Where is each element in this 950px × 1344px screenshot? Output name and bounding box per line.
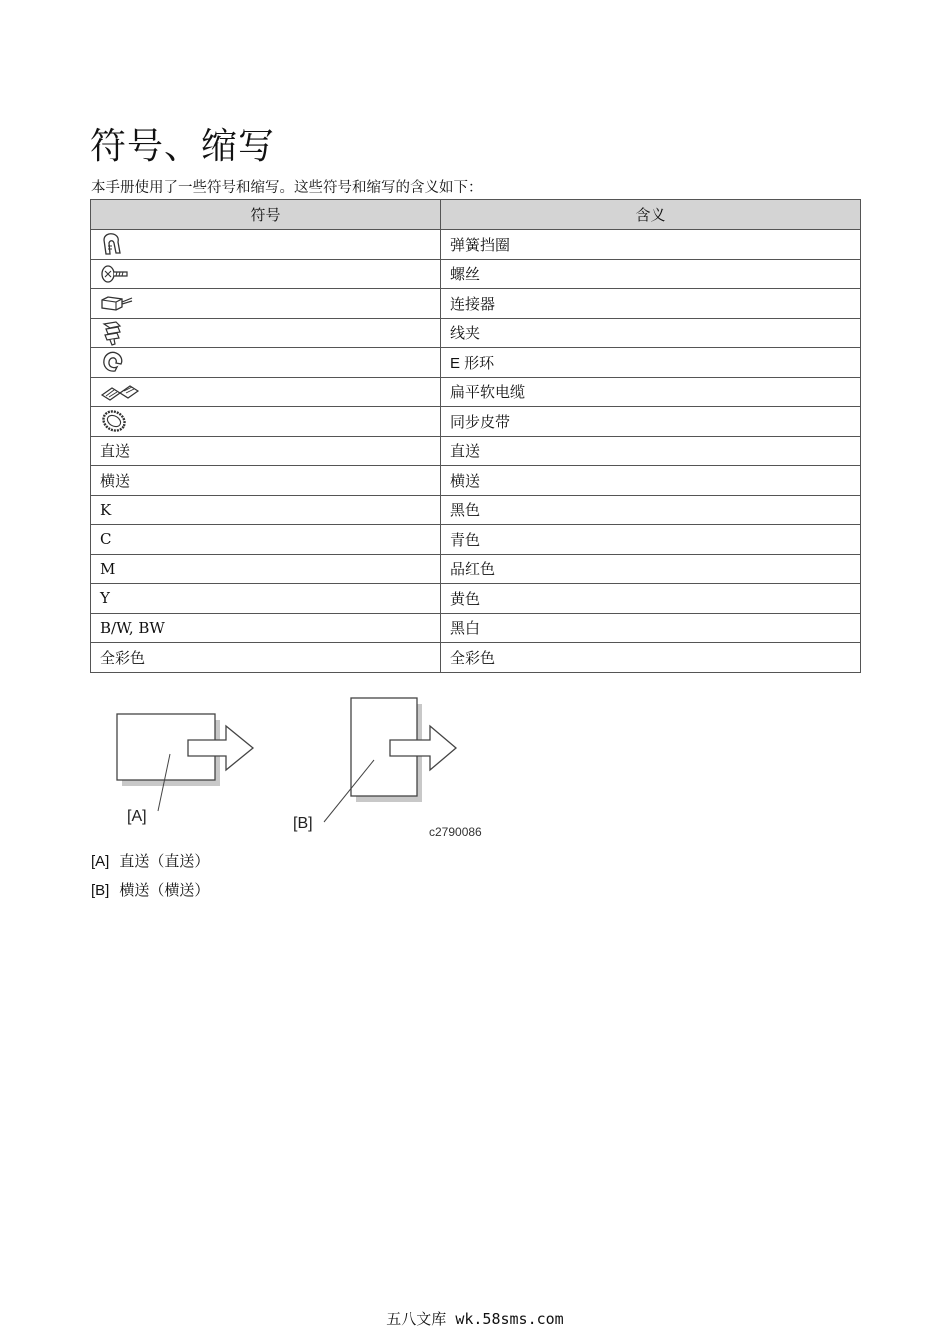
symbol-cell: 直送 (91, 436, 441, 466)
snap-ring-icon (100, 232, 124, 256)
symbol-cell: C (91, 525, 441, 555)
meaning-text: E 形环 (450, 354, 495, 372)
header-symbol: 符号 (91, 200, 441, 230)
screw-icon (100, 262, 130, 286)
meaning-cell: 同步皮带 (441, 407, 861, 437)
table-row (91, 525, 861, 555)
meaning-cell: 连接器 (441, 289, 861, 319)
clamp-icon (100, 320, 126, 346)
symbols-table (90, 199, 861, 673)
figure-label-b: [B] (293, 815, 313, 832)
meaning-cell: 螺丝 (441, 259, 861, 289)
meaning-cell: 线夹 (441, 318, 861, 348)
table-row (91, 230, 861, 260)
e-ring-icon (100, 350, 126, 374)
symbol-cell (91, 318, 441, 348)
caption-text: 横送（横送） (119, 881, 210, 899)
table-row (91, 554, 861, 584)
caption-text: 直送（直送） (119, 852, 210, 870)
symbol-cell: 全彩色 (91, 643, 441, 673)
figure-code: c2790086 (429, 825, 482, 839)
intro-text: 本手册使用了一些符号和缩写。这些符号和缩写的含义如下： (91, 180, 483, 196)
table-row (91, 466, 861, 496)
meaning-cell: 横送 (441, 466, 861, 496)
table-row (91, 643, 861, 673)
symbol-cell (91, 377, 441, 407)
table-row (91, 259, 861, 289)
flat-cable-icon (100, 383, 140, 401)
meaning-cell: 扁平软电缆 (441, 377, 861, 407)
feed-direction-diagram (96, 690, 466, 840)
symbol-cell: K (91, 495, 441, 525)
meaning-cell: 黑色 (441, 495, 861, 525)
caption-b (91, 879, 209, 900)
table-row (91, 495, 861, 525)
symbol-cell: M (91, 554, 441, 584)
meaning-cell: 黄色 (441, 584, 861, 614)
meaning-cell: 直送 (441, 436, 861, 466)
connector-icon (100, 292, 134, 314)
table-row (91, 436, 861, 466)
caption-tag: [B] (91, 882, 110, 899)
table-row (91, 613, 861, 643)
symbol-cell: Y (91, 584, 441, 614)
symbol-cell (91, 407, 441, 437)
header-meaning: 含义 (441, 200, 861, 230)
table-row (91, 584, 861, 614)
table-row (91, 348, 861, 378)
meaning-cell: 全彩色 (441, 643, 861, 673)
table-row (91, 318, 861, 348)
symbol-cell: 横送 (91, 466, 441, 496)
symbol-cell (91, 230, 441, 260)
symbol-cell (91, 289, 441, 319)
figure-label-a: [A] (127, 808, 147, 825)
table-header-row (91, 200, 861, 230)
table-row (91, 289, 861, 319)
symbol-cell: B/W, BW (91, 613, 441, 643)
symbol-cell (91, 348, 441, 378)
meaning-cell (441, 348, 861, 378)
meaning-cell: 弹簧挡圈 (441, 230, 861, 260)
caption-a (91, 850, 209, 871)
table-row (91, 377, 861, 407)
timing-belt-icon (100, 409, 128, 433)
meaning-cell: 青色 (441, 525, 861, 555)
meaning-cell: 品红色 (441, 554, 861, 584)
footer-watermark: 五八文库 wk.58sms.com (386, 1310, 564, 1328)
page-title: 符号、缩写 (90, 126, 276, 167)
caption-tag: [A] (91, 853, 110, 870)
symbol-cell (91, 259, 441, 289)
table-row (91, 407, 861, 437)
meaning-cell: 黑白 (441, 613, 861, 643)
